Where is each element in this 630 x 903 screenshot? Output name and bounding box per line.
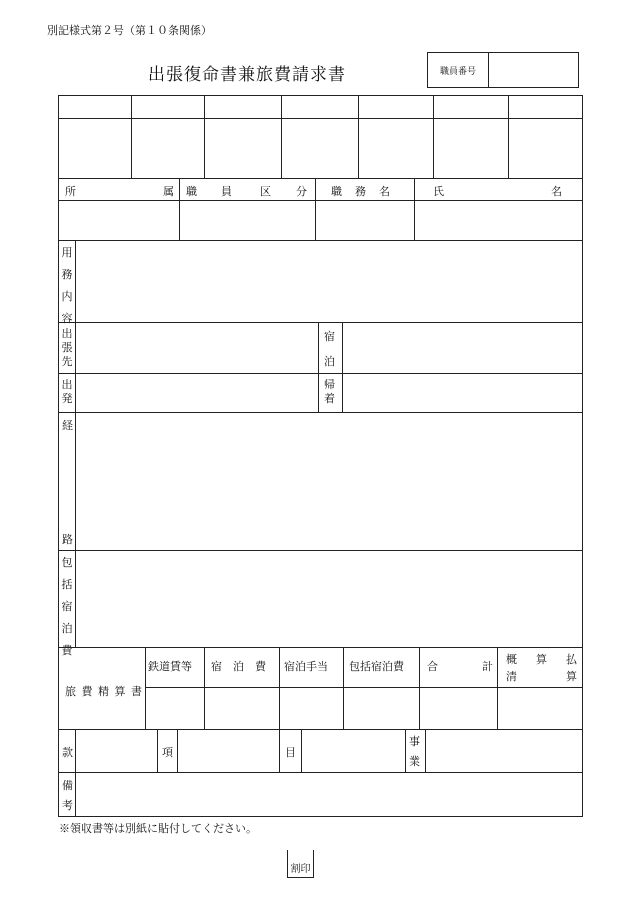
label-char: 泊 [61, 622, 73, 635]
duty-c1: 職 [331, 185, 342, 198]
settle-c4: 清 [506, 670, 517, 683]
tally-seal: 割印 [287, 850, 314, 878]
personal-value-row [59, 200, 582, 240]
departure-label [60, 378, 74, 406]
label-char: 先 [61, 355, 73, 368]
kou-label-cell [157, 730, 177, 773]
grid-col-line [281, 96, 282, 178]
label-char: 宿 [61, 600, 73, 613]
staff-class-field[interactable] [179, 201, 315, 241]
form-table [58, 95, 583, 817]
staff-number-label: 職員番号 [428, 53, 489, 87]
lodging-cost-label: 宿 泊 費 [211, 660, 266, 673]
form-number: 別記様式第２号（第１０条関係） [47, 24, 212, 37]
grid-col-line [131, 96, 132, 178]
return-field[interactable] [342, 374, 582, 413]
grid-col-line [433, 96, 434, 178]
kan-field[interactable] [75, 730, 157, 773]
settle-c2: 算 [536, 653, 547, 666]
lodging-cost-field[interactable] [205, 688, 278, 730]
grid-col-line [508, 96, 509, 178]
remarks-field[interactable] [75, 773, 582, 817]
expense-section [59, 647, 582, 729]
inclusive-stay-field[interactable] [75, 551, 582, 648]
settle-c5: 算 [566, 670, 577, 683]
label-char: 括 [61, 578, 73, 591]
route-field[interactable] [75, 413, 582, 551]
col-line [179, 179, 180, 201]
moku-label: 目 [285, 746, 296, 759]
staff-class-c4: 分 [296, 185, 307, 198]
moku-label-cell [279, 730, 301, 773]
departure-field[interactable] [75, 374, 318, 413]
inclusive-cost-label: 包括宿泊費 [349, 660, 404, 673]
staff-class-c3: 区 [260, 185, 271, 198]
total-field[interactable] [420, 688, 496, 730]
staff-class-c1: 職 [186, 185, 197, 198]
col-line [414, 179, 415, 201]
departure-row [59, 373, 582, 412]
total-label-left: 合 [427, 660, 438, 673]
page-title: 出張復命書兼旅費請求書 [148, 65, 346, 85]
destination-label [60, 327, 74, 369]
business-label [60, 242, 74, 330]
label-char: 発 [61, 392, 73, 405]
col-line [315, 179, 316, 201]
remarks-row [59, 772, 582, 816]
destination-field[interactable] [75, 323, 318, 374]
label-char: 泊 [324, 355, 335, 368]
settle-c1: 概 [506, 653, 517, 666]
project-label-1: 事 [409, 735, 420, 748]
business-row [59, 240, 582, 325]
project-label-cell [405, 730, 425, 773]
kou-field[interactable] [177, 730, 279, 773]
label-char: 出 [61, 327, 73, 340]
label-char: 内 [61, 290, 73, 303]
label-char: 出 [61, 378, 73, 391]
label-char: 張 [61, 341, 73, 354]
project-field[interactable] [425, 730, 582, 773]
return-label [318, 374, 342, 413]
inclusive-stay-label [60, 552, 74, 662]
label-char: 宿 [324, 330, 335, 343]
label-char: 帰 [324, 378, 335, 391]
inclusive-stay-row [59, 550, 582, 657]
label-char: 用 [61, 246, 73, 259]
staff-number-field[interactable] [489, 53, 578, 87]
stay-label [318, 323, 342, 374]
settlement-field[interactable] [498, 688, 582, 730]
lodging-allowance-field[interactable] [280, 688, 342, 730]
total-label-right: 計 [482, 660, 493, 673]
duty-c3: 名 [379, 185, 390, 198]
project-label-2: 業 [409, 755, 420, 768]
affiliation-field[interactable] [59, 201, 179, 241]
label-char: 包 [61, 556, 73, 569]
label-char: 着 [324, 392, 335, 405]
name-c1: 氏 [433, 185, 444, 198]
destination-row [59, 322, 582, 373]
staff-number-box [427, 52, 579, 88]
rail-amount-field[interactable] [146, 688, 203, 730]
budget-row [59, 729, 582, 772]
route-label-bottom: 路 [62, 533, 73, 546]
kou-label: 項 [162, 746, 173, 759]
duty-c2: 務 [355, 185, 366, 198]
grid-divider [59, 118, 582, 119]
grid-col-line [204, 96, 205, 178]
inclusive-cost-field[interactable] [344, 688, 418, 730]
route-label-top: 経 [62, 419, 73, 432]
name-field[interactable] [414, 201, 582, 241]
route-row [59, 412, 582, 550]
personal-header-row [59, 178, 582, 200]
affiliation-label-2: 属 [163, 185, 174, 198]
name-c2: 名 [551, 185, 562, 198]
staff-class-c2: 員 [221, 185, 232, 198]
label-char: 務 [61, 268, 73, 281]
rail-label: 鉄道賃等 [148, 660, 192, 673]
moku-field[interactable] [301, 730, 405, 773]
return-label-text [324, 378, 335, 406]
remarks-label-2: 考 [62, 799, 73, 812]
receipt-note: ※領収書等は別紙に貼付してください。 [59, 822, 257, 835]
expense-section-label: 旅 費 精 算 書 [65, 685, 143, 698]
top-grid [59, 96, 582, 178]
business-field[interactable] [75, 241, 582, 323]
stay-field[interactable] [342, 323, 582, 374]
label-char: 費 [61, 644, 73, 657]
label-char: 容 [61, 312, 73, 325]
lodging-allowance-label: 宿泊手当 [284, 660, 328, 673]
duty-name-field[interactable] [315, 201, 414, 241]
affiliation-label-1: 所 [65, 185, 76, 198]
settle-c3: 払 [566, 653, 577, 666]
remarks-label-1: 備 [62, 779, 73, 792]
grid-col-line [358, 96, 359, 178]
kan-label: 款 [62, 746, 73, 759]
